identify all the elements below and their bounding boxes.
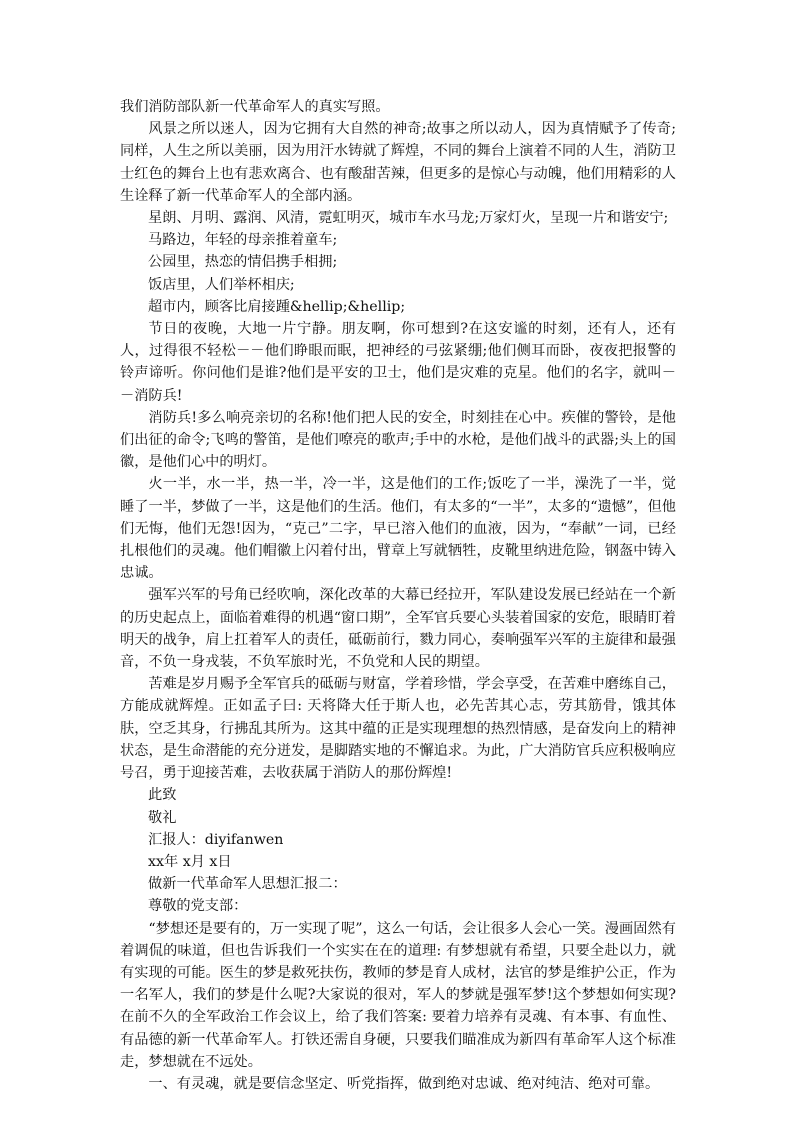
scene-line-roadside: 马路边，年轻的母亲推着童车; <box>148 232 338 249</box>
closing-salutation: 此致 <box>148 787 177 804</box>
paragraph-festival-night: 节日的夜晚，大地一片宁静。朋友啊，你可想到?在这安谧的时刻，还有人，还有人，过得很不轻松－－他们睁眼而眠，把神经的弓弦紧绷;他们侧耳而卧，夜夜把报警的铃声谛听。你问他们是谁?他们是平安的卫士，他们是灾难的克星。他们的名字，就叫－－消防兵! <box>120 321 676 404</box>
paragraph-soul: 一、有灵魂，就是要信念坚定、听党指挥，做到绝对忠诚、绝对纯洁、绝对可靠。 <box>148 1075 660 1092</box>
paragraph-scenery: 风景之所以迷人，因为它拥有大自然的神奇;故事之所以动人，因为真情赋予了传奇;同样，人生之所以美丽，因为用汗水铸就了辉煌，不同的舞台上演着不同的人生，消防卫士红色的舞台上也有悲欢离合、也有酸甜苦辣，但更多的是惊心与动魄，他们用精彩的人生诠释了新一代革命军人的全部内涵。 <box>120 121 676 204</box>
scene-line-city: 星朗、月明、露润、风清，霓虹明灭，城市车水马龙;万家灯火，呈现一片和谐安宁; <box>148 210 669 227</box>
paragraph-strong-army: 强军兴军的号角已经吹响，深化改革的大幕已经拉开，军队建设发展已经站在一个新的历史起点上，面临着难得的机遇“窗口期”，全军官兵要心头装着国家的安危，眼睛盯着明天的战争，肩上扛着军人的责任，砥砺前行，戮力同心，奏响强军兴军的主旋律和最强音，不负一身戎装，不负军旅时光，不负党和人民的期望。 <box>120 587 676 671</box>
paragraph-halves: 火一半，水一半，热一半，冷一半，这是他们的工作;饭吃了一半，澡洗了一半，觉睡了一半，梦做了一半，这是他们的生活。他们，有太多的“一半”，太多的“遗憾”，但他们无悔，他们无怨!因为，“克己”二字，早已溶入他们的血液，因为，“奉献”一词，已经扎根他们的灵魂。他们帽徽上闪着付出，臂章上写就牺牲，皮靴里纳进危险，钢盔中铸入忠诚。 <box>120 476 676 582</box>
section-title: 做新一代革命军人思想汇报二： <box>148 876 347 893</box>
scene-line-supermarket: 超市内，顾客比肩接踵&hellip;&hellip; <box>148 298 406 315</box>
reporter-line: 汇报人：diyifanwen <box>148 831 284 848</box>
paragraph-dream: “梦想还是要有的，万一实现了呢”，这么一句话，会让很多人会心一笑。漫画固然有着调侃的味道，但也告诉我们一个实实在在的道理: 有梦想就有希望，只要全赴以力，就有实现的可能。医生的梦是救死扶伤，教师的梦是育人成材，法官的梦是维护公正，作为一名军人，我们的梦是什么呢?大家说的很对，军人的梦就是强军梦!这个梦想如何实现?在前不久的全军政治工作会议上，给了我们答案: 要着力培养有灵魂、有本事、有血性、有品德的新一代革命军人。打铁还需自身硬，只要我们瞄准成为新四有革命军人这个标准走，梦想就在不远处。 <box>120 920 676 1070</box>
paragraph-firefighter-name: 消防兵!多么响亮亲切的名称!他们把人民的安全，时刻挂在心中。疾催的警铃，是他们出征的命令;飞鸣的警笛，是他们嘹亮的歌声;手中的水枪，是他们战斗的武器;头上的国徽，是他们心中的明灯。 <box>120 409 676 471</box>
addressee-line: 尊敬的党支部： <box>148 898 248 915</box>
date-line: xx年 x月 x日 <box>148 853 232 870</box>
scene-line-restaurant: 饭店里，人们举杯相庆; <box>148 276 295 293</box>
paragraph-hardship: 苦难是岁月赐予全军官兵的砥砺与财富，学着珍惜，学会享受，在苦难中磨练自己，方能成就辉煌。正如孟子曰: 天将降大任于斯人也，必先苦其心志，劳其筋骨，饿其体肤，空乏其身，行拂乱其所为。这其中蕴的正是实现理想的热烈情感，是奋发向上的精神状态，是生命潜能的充分迸发，是脚踏实地的不懈追求。为此，广大消防官兵应积极响应号召，勇于迎接苦难，去收获属于消防人的那份辉煌! <box>120 676 676 782</box>
opening-line: 我们消防部队新一代革命军人的真实写照。 <box>120 99 390 115</box>
document-body <box>120 96 676 1095</box>
closing-regards: 敬礼 <box>148 809 177 826</box>
scene-line-park: 公园里，热恋的情侣携手相拥; <box>148 254 338 271</box>
